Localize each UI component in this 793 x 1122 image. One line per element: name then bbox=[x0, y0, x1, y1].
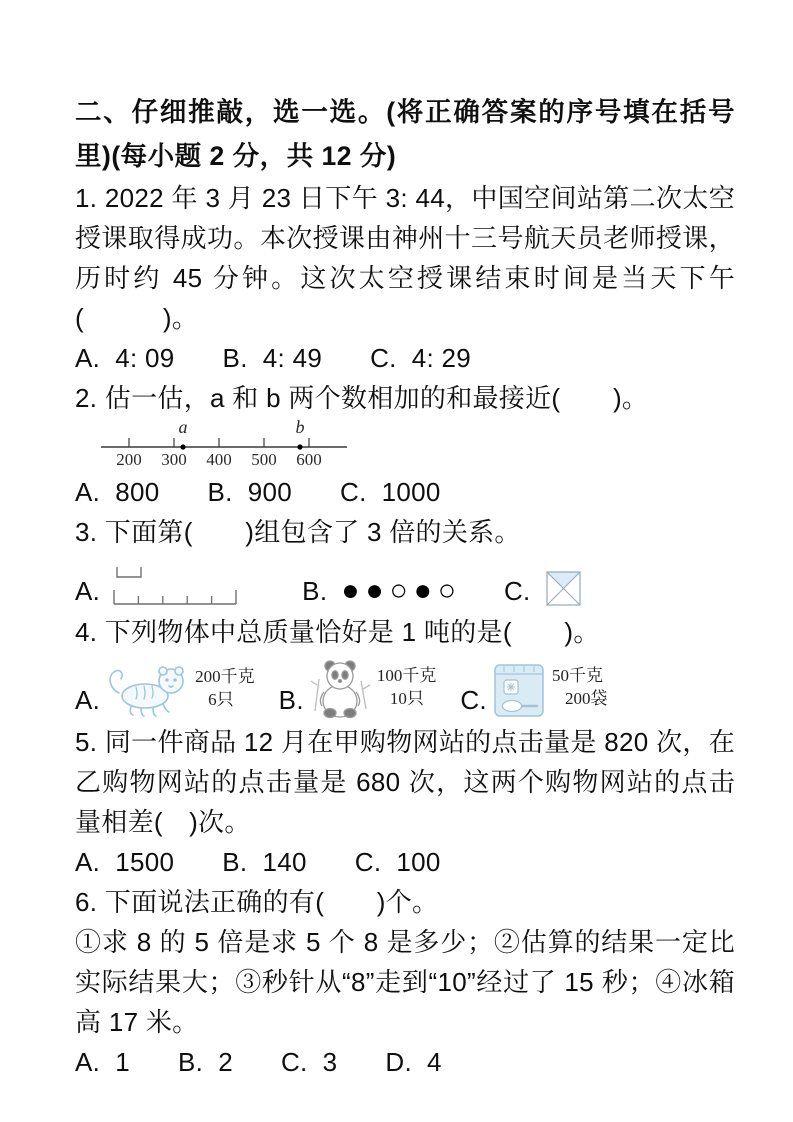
weight-label: 200千克 bbox=[195, 667, 255, 686]
q2-option-a: A. 800 bbox=[75, 477, 160, 507]
shaded-triangle bbox=[547, 572, 580, 589]
question-6-statements: ①求 8 的 5 倍是求 5 个 8 是多少；②估算的结果一定比实际结果大；③秒针从“8”走到“10”经过了 15 秒；④冰箱高 17 米。 bbox=[75, 927, 735, 1037]
bracket-ruler-diagram bbox=[112, 560, 238, 608]
point-b-dot bbox=[297, 444, 302, 449]
q3-option-c-label: C. bbox=[503, 576, 531, 606]
q4-option-b-label: B. bbox=[278, 685, 304, 715]
tick-label-400: 400 bbox=[206, 450, 232, 468]
q1-option-a: A. 4: 09 bbox=[75, 343, 175, 373]
question-6-options bbox=[75, 1042, 735, 1082]
question-3-options bbox=[75, 554, 735, 610]
q6-option-a: A. 1 bbox=[75, 1047, 130, 1077]
tick-label-500: 500 bbox=[251, 450, 277, 468]
q6-option-d: D. 4 bbox=[385, 1047, 442, 1077]
q4-option-b-labels bbox=[377, 664, 437, 714]
spoon bbox=[502, 701, 521, 712]
section-title: 二、仔细推敲，选一选。(将正确答案的序号填在括号里)(每小题 2 分，共 12 分) bbox=[75, 97, 735, 171]
q5-option-c: C. 100 bbox=[354, 847, 441, 877]
q4-option-a-labels bbox=[195, 665, 255, 715]
point-a-dot bbox=[180, 444, 185, 449]
question-5-text: 5. 同一件商品 12 月在甲购物网站的点击量是 820 次，在乙购物网站的点击量是 680 次，这两个购物网站的点击量相差( )次。 bbox=[75, 727, 735, 837]
q3-option-b-label: B. bbox=[302, 576, 328, 606]
count-label: 6只 bbox=[208, 690, 234, 709]
number-line-svg bbox=[99, 420, 351, 468]
weight-label: 100千克 bbox=[376, 666, 437, 685]
q5-option-a: A. 1500 bbox=[75, 847, 175, 877]
salt-bag-image bbox=[492, 659, 546, 719]
q4-option-c bbox=[460, 659, 607, 719]
question-2-options bbox=[75, 472, 735, 512]
q4-option-c-label: C. bbox=[460, 685, 487, 715]
question-4-text: 4. 下列物体中总质量恰好是 1 吨的是( )。 bbox=[75, 617, 600, 647]
point-b-label: b bbox=[295, 420, 305, 437]
tick-label-600: 600 bbox=[296, 450, 322, 468]
q5-option-b: B. 140 bbox=[222, 847, 307, 877]
count-label: 10只 bbox=[389, 689, 424, 708]
crossed-square-diagram bbox=[545, 570, 582, 607]
question-4-options bbox=[75, 653, 735, 719]
q4-option-a bbox=[75, 661, 255, 719]
question-1-text: 1. 2022 年 3 月 23 日下午 3: 44，中国空间站第二次太空授课取得成功。本次授课由神州十三号航天员老师授课，历时约 45 分钟。这次太空授课结束时间是当天下午( )。 bbox=[75, 183, 735, 333]
q4-option-b bbox=[279, 659, 437, 719]
q6-option-b: B. 2 bbox=[177, 1047, 233, 1077]
weight-label: 50千克 bbox=[551, 666, 603, 685]
point-a-label: a bbox=[178, 420, 188, 437]
question-2-text: 2. 估一估，a 和 b 两个数相加的和最接近( )。 bbox=[75, 383, 649, 413]
panda-image bbox=[309, 659, 371, 719]
q1-option-b: B. 4: 49 bbox=[222, 343, 323, 373]
count-label: 200袋 bbox=[564, 689, 608, 708]
q4-option-c-labels bbox=[552, 664, 608, 714]
q3-option-a-label: A. bbox=[75, 576, 101, 606]
q2-option-b: B. 900 bbox=[207, 477, 292, 507]
question-6-text: 6. 下面说法正确的有( )个。 bbox=[75, 887, 439, 917]
circle-pattern: ●●○●○ bbox=[341, 574, 462, 607]
unit-bracket bbox=[117, 567, 141, 577]
question-5-options bbox=[75, 842, 735, 882]
number-line-diagram bbox=[99, 420, 735, 470]
q4-option-a-label: A. bbox=[75, 685, 101, 715]
tick-label-300: 300 bbox=[161, 450, 187, 468]
q1-option-c: C. 4: 29 bbox=[370, 343, 472, 373]
question-3-text: 3. 下面第( )组包含了 3 倍的关系。 bbox=[75, 517, 521, 547]
q6-option-c: C. 3 bbox=[280, 1047, 338, 1077]
tick-label-200: 200 bbox=[116, 450, 142, 468]
question-1-options bbox=[75, 338, 735, 378]
tiger-image bbox=[105, 661, 189, 719]
q2-option-c: C. 1000 bbox=[340, 477, 441, 507]
